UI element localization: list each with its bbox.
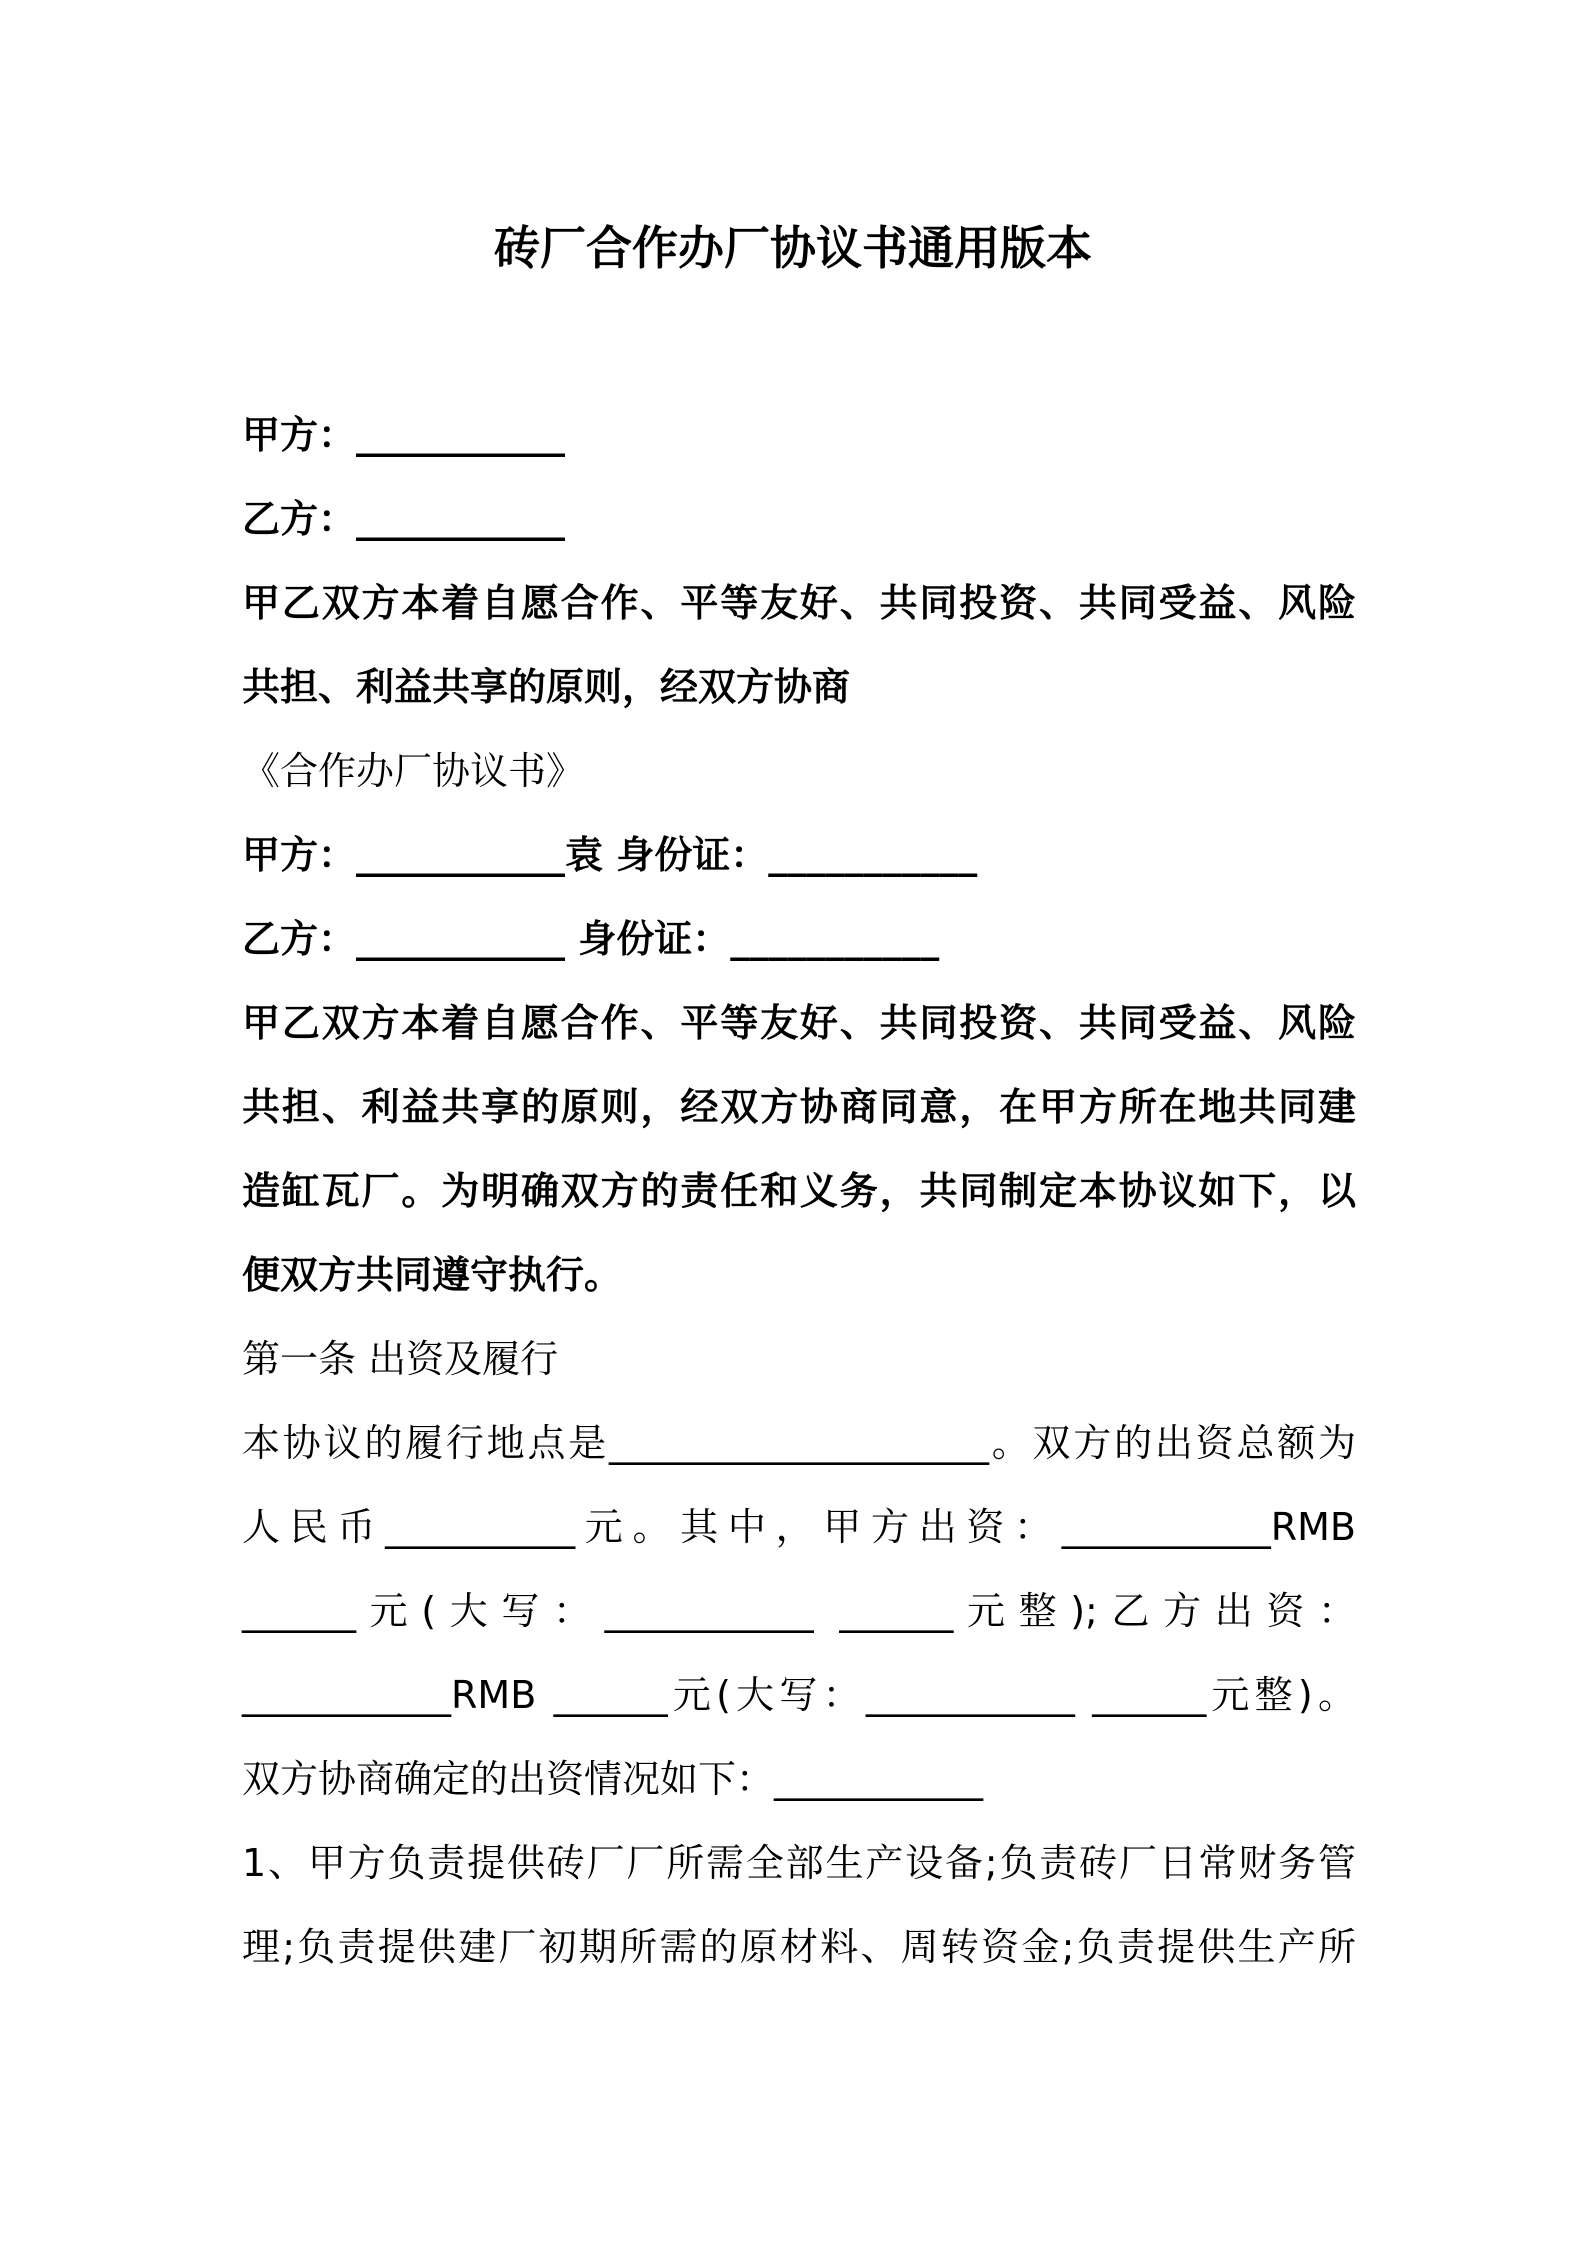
party-a-line: 甲方：___________ bbox=[242, 413, 566, 457]
party-b-line: 乙方：___________ bbox=[242, 497, 566, 541]
article-one-line-2: 人民币__________元。其中，甲方出资：___________RMB bbox=[242, 1505, 1356, 1549]
clause-one-line-1: 1、甲方负责提供砖厂厂所需全部生产设备;负责砖厂日常财务管 bbox=[242, 1841, 1356, 1885]
intro-paragraph-line-2: 共担、利益共享的原则，经双方协商 bbox=[242, 665, 851, 709]
party-b-id-line: 乙方：___________ 身份证：___________ bbox=[242, 917, 940, 961]
clause-one-line-2: 理;负责提供建厂初期所需的原材料、周转资金;负责提供生产所 bbox=[242, 1925, 1356, 1969]
document-title: 砖厂合作办厂协议书通用版本 bbox=[494, 221, 1092, 275]
body-paragraph-line-2: 共担、利益共享的原则，经双方协商同意，在甲方所在地共同建 bbox=[242, 1085, 1356, 1129]
body-paragraph-line-1: 甲乙双方本着自愿合作、平等友好、共同投资、共同受益、风险 bbox=[242, 1001, 1356, 1045]
article-one-line-4: ___________RMB ______元(大写：___________ ______元整)。 bbox=[242, 1673, 1356, 1717]
contribution-intro-line: 双方协商确定的出资情况如下：___________ bbox=[242, 1757, 984, 1801]
body-paragraph-line-3: 造缸瓦厂。为明确双方的责任和义务，共同制定本协议如下，以 bbox=[242, 1169, 1356, 1213]
agreement-name-line: 《合作办厂协议书》 bbox=[242, 749, 585, 793]
article-one-heading: 第一条 出资及履行 bbox=[242, 1337, 559, 1381]
article-one-line-3: ______元(大写：___________ ______元整);乙方出资： bbox=[242, 1589, 1356, 1633]
party-a-id-line: 甲方：___________袁 身份证：___________ bbox=[242, 833, 978, 877]
article-one-line-1: 本协议的履行地点是____________________。双方的出资总额为 bbox=[242, 1421, 1356, 1465]
intro-paragraph-line-1: 甲乙双方本着自愿合作、平等友好、共同投资、共同受益、风险 bbox=[242, 581, 1356, 625]
body-paragraph-line-4: 便双方共同遵守执行。 bbox=[242, 1253, 623, 1297]
